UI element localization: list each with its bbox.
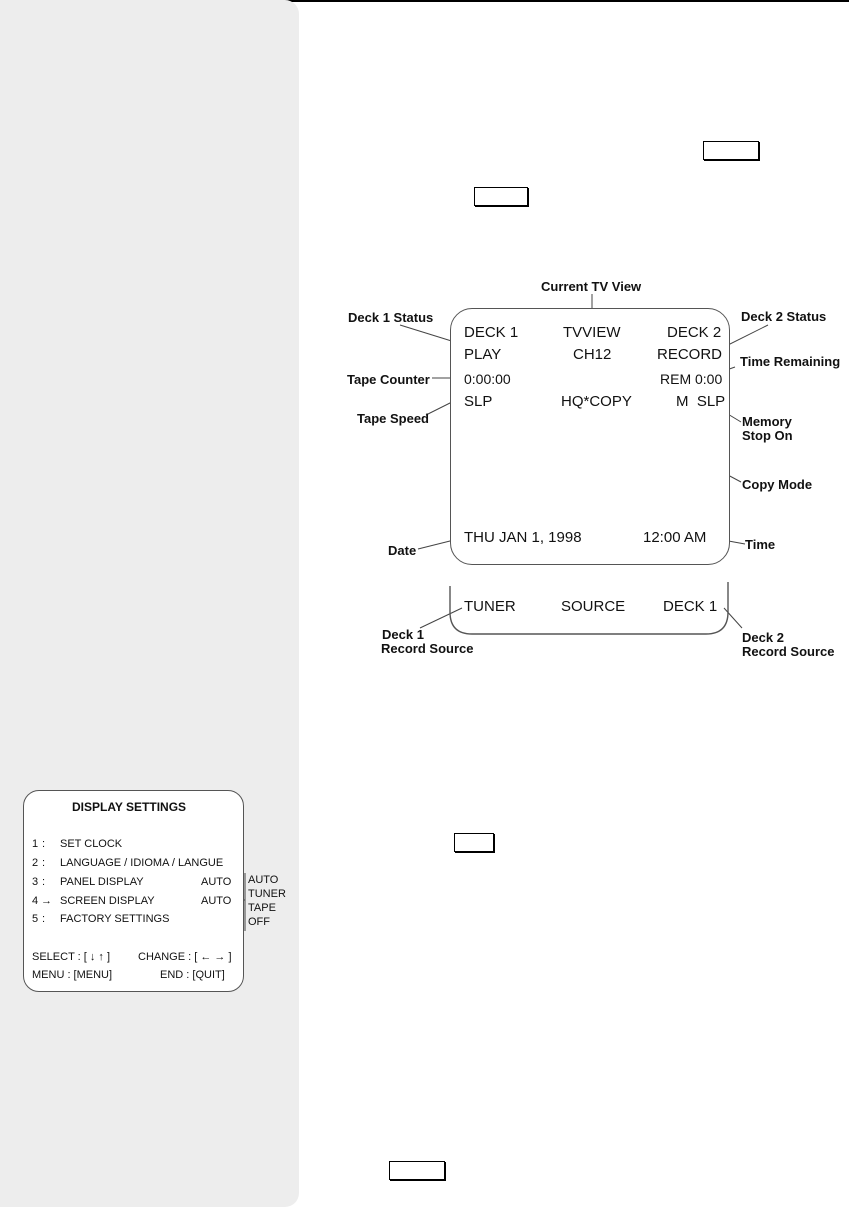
screen-copy-mode: HQ*COPY bbox=[561, 393, 632, 410]
callout-tape-counter: Tape Counter bbox=[347, 372, 430, 387]
callout-copy-mode: Copy Mode bbox=[742, 477, 813, 492]
screen-deck2-mode: RECORD bbox=[657, 346, 723, 363]
menu-item-num: 3 bbox=[32, 876, 39, 888]
screen-remaining: REM 0:00 bbox=[660, 371, 723, 387]
option-off: OFF bbox=[248, 916, 270, 928]
menu-item-sep: : bbox=[42, 876, 46, 888]
menu-item-num: 5 bbox=[32, 913, 39, 925]
menu-item-panel-display-value: AUTO bbox=[201, 876, 232, 888]
option-tuner: TUNER bbox=[248, 888, 286, 900]
menu-footer-change: CHANGE : [ ← → ] bbox=[138, 951, 232, 963]
menu-item-num: 2 bbox=[32, 857, 39, 869]
screen-deck2-label: DECK 2 bbox=[667, 324, 722, 341]
menu-item-factory-settings[interactable]: FACTORY SETTINGS bbox=[60, 913, 170, 925]
option-tape: TAPE bbox=[248, 902, 276, 914]
display-settings-menu bbox=[23, 790, 244, 992]
source-middle: SOURCE bbox=[561, 598, 626, 615]
callout-time-remaining: Time Remaining bbox=[740, 354, 841, 369]
key-box-3 bbox=[454, 833, 494, 852]
menu-item-sep: : bbox=[42, 838, 46, 850]
screen-date: THU JAN 1, 1998 bbox=[464, 529, 582, 546]
menu-item-screen-display[interactable]: SCREEN DISPLAY bbox=[60, 895, 155, 907]
callout-date: Date bbox=[388, 543, 417, 558]
key-box-2 bbox=[474, 187, 528, 206]
menu-item-set-clock[interactable]: SET CLOCK bbox=[60, 838, 123, 850]
callout-deck2-source-line1: Deck 2 bbox=[742, 630, 784, 645]
menu-item-num: 1 bbox=[32, 838, 39, 850]
callout-memory-stop-line1: Memory bbox=[742, 414, 792, 429]
menu-item-sep: : bbox=[42, 857, 46, 869]
callout-memory-stop-line2: Stop On bbox=[742, 428, 793, 443]
screen-deck1-label: DECK 1 bbox=[464, 324, 519, 341]
menu-footer-select: SELECT : [ ↓ ↑ ] bbox=[32, 951, 111, 963]
menu-item-language[interactable]: LANGUAGE / IDIOMA / LANGUE bbox=[60, 857, 224, 869]
callout-deck1-source-line2: Record Source bbox=[381, 641, 474, 656]
screen-tvview: TVVIEW bbox=[563, 324, 621, 341]
menu-footer-menu: MENU : [MENU] bbox=[32, 969, 113, 981]
callout-deck1-source-line1: Deck 1 bbox=[382, 627, 424, 642]
menu-item-panel-display[interactable]: PANEL DISPLAY bbox=[60, 876, 144, 888]
callout-deck1-status: Deck 1 Status bbox=[348, 310, 434, 325]
screen-deck1-mode: PLAY bbox=[464, 346, 502, 363]
menu-item-num: 4 bbox=[32, 895, 39, 907]
callout-time: Time bbox=[745, 537, 776, 552]
callout-deck2-source-line2: Record Source bbox=[742, 644, 835, 659]
option-auto: AUTO bbox=[248, 874, 279, 886]
callout-tape-speed: Tape Speed bbox=[357, 411, 430, 426]
menu-footer-end: END : [QUIT] bbox=[160, 969, 225, 981]
screen-counter: 0:00:00 bbox=[464, 371, 511, 387]
screen-channel: CH12 bbox=[573, 346, 612, 363]
key-box-4 bbox=[389, 1161, 445, 1180]
key-box-1 bbox=[703, 141, 759, 160]
screen-time: 12:00 AM bbox=[643, 529, 707, 546]
menu-title: DISPLAY SETTINGS bbox=[72, 800, 187, 814]
source-deck2: DECK 1 bbox=[663, 598, 718, 615]
screen-deck2-speed: M SLP bbox=[676, 393, 726, 410]
menu-item-screen-display-value: AUTO bbox=[201, 895, 232, 907]
callout-current-tv-view: Current TV View bbox=[541, 279, 642, 294]
callout-deck2-status: Deck 2 Status bbox=[741, 309, 827, 324]
sidebar-panel bbox=[0, 0, 299, 1207]
menu-item-sep: : bbox=[42, 913, 46, 925]
screen-speed: SLP bbox=[464, 393, 493, 410]
menu-item-cursor-arrow: → bbox=[41, 895, 52, 907]
source-deck1: TUNER bbox=[464, 598, 516, 615]
